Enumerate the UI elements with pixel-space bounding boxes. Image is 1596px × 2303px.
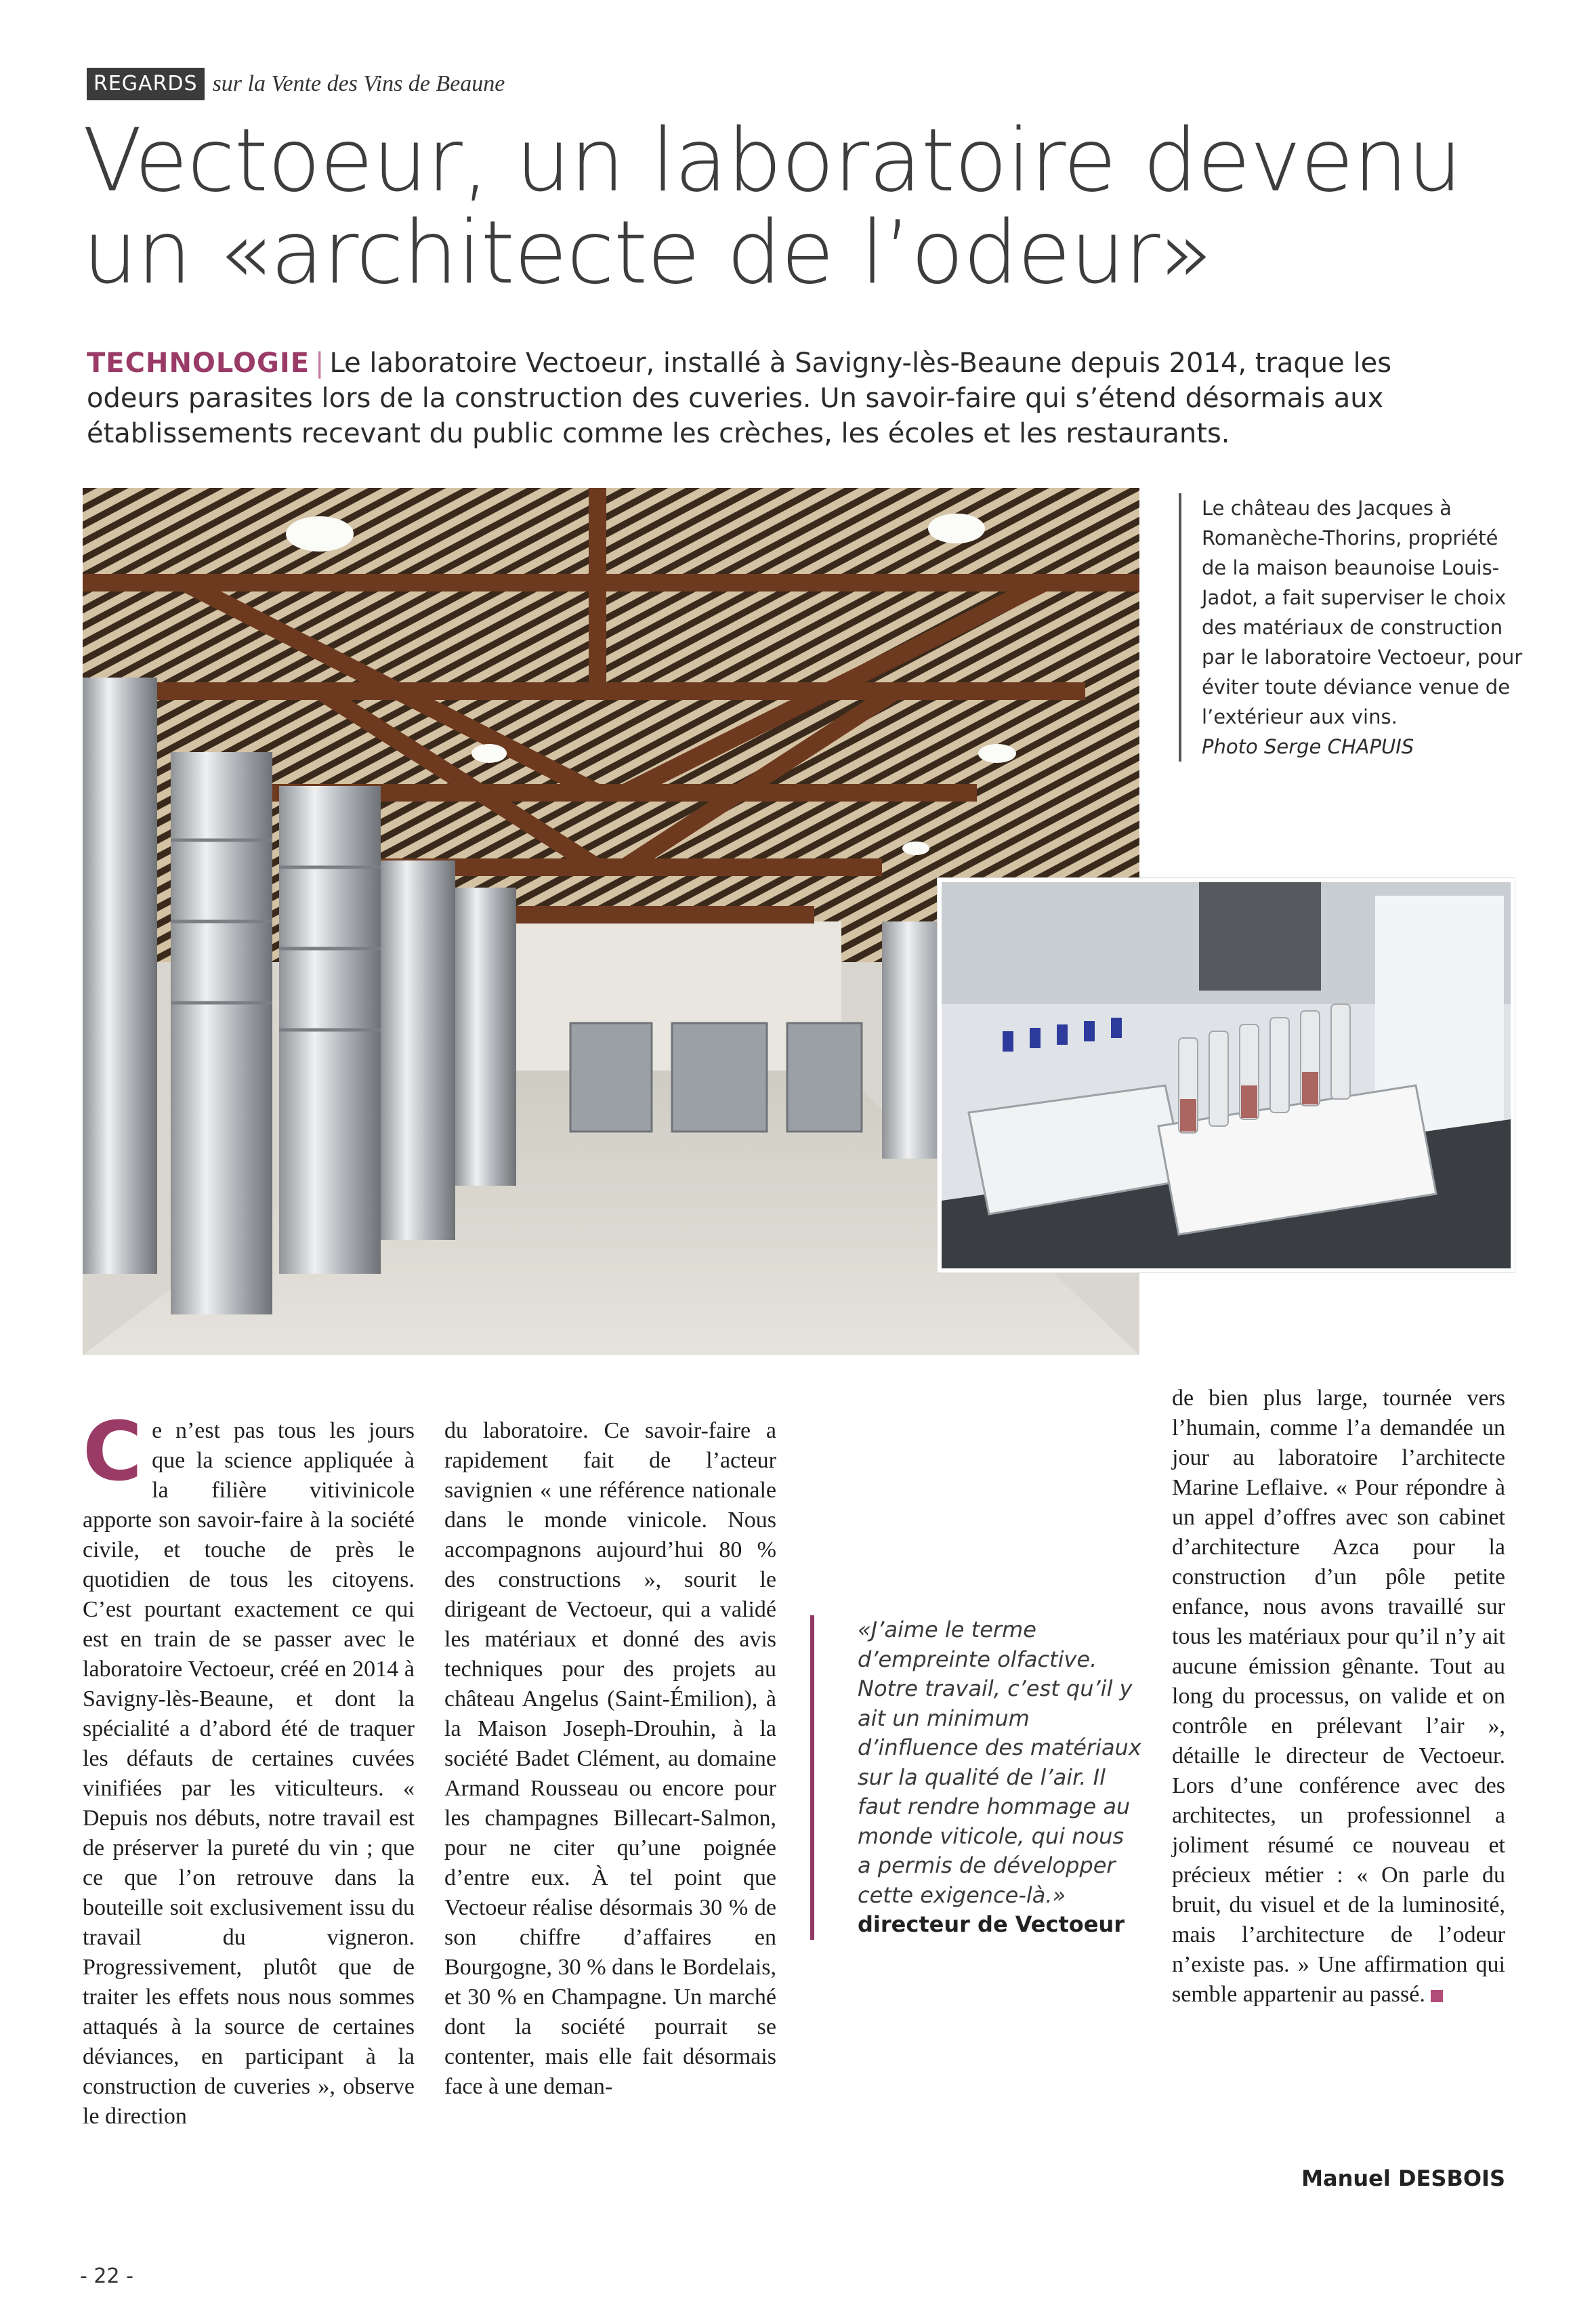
lead-label: TECHNOLOGIE: [87, 348, 310, 379]
article-column-2: [444, 1416, 776, 2102]
end-mark-icon: [1431, 1990, 1443, 2002]
article-column-1: [83, 1405, 415, 2132]
section-rubric: [87, 66, 505, 102]
author-byline: Manuel DESBOIS: [1301, 2165, 1505, 2191]
rubric-tag: REGARDS: [87, 68, 205, 100]
column-1-text: e n’est pas tous les jours que la science appliquée à la filière vitivinicole apporte son savoir-faire à la société civile, et touche de près le quotidien de tous les citoyens. C’est pourtant exactement ce qui est en train de se passer avec le laboratoire Vectoeur, créé en 2014 à Savigny-lès-Beaune, et dont la spécialité a d’abord été de traquer les défauts de certaines cuvées vinifiées par les viticulteurs. « Depuis nos débuts, notre travail est de préserver la pureté du vin ; que ce que l’on retrouve dans la bouteille soit exclusivement issu du travail du vigneron. Progressivement, plutôt que de traiter les effets nous nous sommes attaqués à la source de certaines déviances, en participant à la construction de cuveries », observe le direction: [83, 1418, 415, 2129]
article-title: [83, 110, 1546, 304]
photo-caption: [1179, 493, 1527, 762]
lead-text: Le laboratoire Vectoeur, installé à Savigny-lès-Beaune depuis 2014, traque les odeurs parasites lors de la construction des cuveries. Un savoir-faire qui s’étend désormais aux établissements recevant du public comme les crèches, les écoles et les restaurants.: [87, 348, 1392, 449]
article-lead: [87, 346, 1469, 451]
title-line-2: un «architecte de l’odeur»: [83, 203, 1212, 304]
column-2-text: du laboratoire. Ce savoir-faire a rapidement fait de l’acteur savignien « une référence nationale dans le monde vinicole. Nous accompagnons aujourd’hui 80 % des constructions », sourit le dirigeant de Vectoeur, qui a validé les matériaux et donné des avis techniques pour des projets au château Angelus (Saint-Émilion), à la Maison Joseph-Drouhin, à la société Badet Clément, au domaine Armand Rousseau ou encore pour les champagnes Billecart-Salmon, pour ne citer qu’une poignée d’entre eux. À tel point que Vectoeur réalise désormais 30 % de son chiffre d’affaires en Bourgogne, 30 % dans le Bordelais, et 30 % en Champagne. Un marché dont la société pourrait se contenter, mais elle fait désormais face à une deman-: [444, 1418, 776, 2099]
quote-author: directeur de Vectoeur: [858, 1911, 1125, 1937]
column-4-text: de bien plus large, tournée vers l’humain, comme l’a demandée un jour au laboratoire l’architecte Marine Leflaive. « Pour répondre à un appel d’offres avec son cabinet d’architecture Azca pour la construction d’un pôle petite enfance, nous avons travaillé sur tous les matériaux pour qu’il n’y ait aucune émission gênante. Tout au long du processus, on valide et on contrôle en prélevant l’air », détaille le directeur de Vectoeur. Lors d’une conférence avec des architectes, un professionnel a joliment résumé ce nouveau et précieux métier : « On parle du bruit, du visuel et de la luminosité, mais l’architecture de l’odeur n’existe pas. » Une affirmation qui semble appartenir au passé.: [1172, 1386, 1505, 2007]
rubric-text: sur la Vente des Vins de Beaune: [212, 71, 505, 96]
page-number: - 22 -: [80, 2264, 133, 2288]
article-column-4: [1172, 1384, 1505, 2010]
title-line-1: Vectoeur, un laboratoire devenu: [83, 110, 1462, 211]
drop-cap: C: [83, 1405, 143, 1499]
caption-text: Le château des Jacques à Romanèche-Thorins, propriété de la maison beaunoise Louis-Jadot, a fait superviser le choix des matériaux de construction par le laboratoire Vectoeur, pour éviter toute déviance venue de l’extérieur aux vins.: [1202, 497, 1523, 728]
caption-credit: Photo Serge CHAPUIS: [1202, 735, 1414, 758]
pull-quote: [810, 1615, 1142, 1940]
quote-text: «J’aime le terme d’empreinte olfactive. Notre travail, c’est qu’il y ait un minimum d’influence des matériaux sur la qualité de l’air. Il faut rendre hommage au monde viticole, qui nous a permis de développer cette exigence-là.»: [858, 1617, 1141, 1908]
lead-separator: |: [315, 348, 324, 379]
photo-lab-vials: [938, 878, 1515, 1272]
